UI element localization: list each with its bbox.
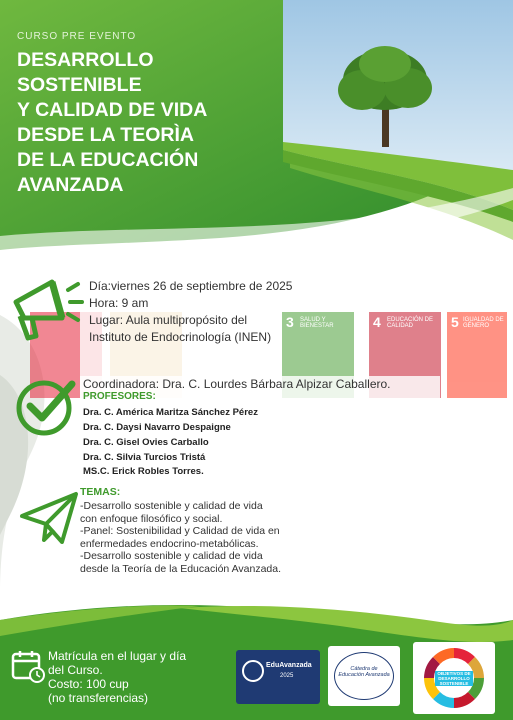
topic-line: enfermedades endocrino-metabólicas.	[80, 537, 259, 550]
topic-line: -Desarrollo sostenible y calidad de vida	[80, 550, 263, 562]
professor-item: MS.C. Erick Robles Torres.	[83, 466, 204, 477]
topics-label: TEMAS:	[80, 486, 121, 498]
registration-info: Matrícula en el lugar y día del Curso. Costo: 100 cup (no transferencias)	[48, 649, 187, 705]
topic-line: desde la Teoría de la Educación Avanzada.	[80, 562, 282, 575]
coordinator: Coordinadora: Dra. C. Lourdes Bárbara Alpizar Caballero.	[83, 377, 391, 391]
sdg-tile-4: 4 EDUCACIÓN DE CALIDAD	[369, 312, 441, 398]
event-place-line2: Instituto de Endocrinología (INEN)	[89, 330, 272, 344]
event-time: Hora: 9 am	[89, 296, 149, 310]
topic-line: con enfoque filosófico y social.	[80, 512, 223, 525]
calendar-clock-icon	[10, 648, 46, 684]
topic-line: -Desarrollo sostenible y calidad de vida	[80, 500, 263, 512]
sdg-tile-3: 3 SALUD Y BIENESTAR	[282, 312, 354, 398]
professor-item: Dra. C. Daysi Navarro Despaigne	[83, 422, 231, 433]
ods-logo: OBJETIVOS DE DESARROLLO SOSTENIBLE	[413, 642, 495, 714]
event-date: Día:viernes 26 de septiembre de 2025	[89, 279, 293, 293]
eduavanzada-logo: EduAvanzada 2025	[236, 650, 320, 704]
topic-line: -Panel: Sostenibilidad y Calidad de vida en	[80, 525, 280, 537]
page-title: DESARROLLO SOSTENIBLE Y CALIDAD DE VIDA DESDE LA TEORÌA DE LA EDUCACIÓN AVANZADA	[17, 49, 208, 196]
catedra-logo: Cátedra de Educación Avanzada	[328, 646, 400, 706]
check-circle-icon	[14, 374, 78, 438]
eduavanzada-emblem	[242, 660, 264, 682]
topics-list	[80, 500, 281, 575]
professors-label: PROFESORES:	[83, 391, 156, 402]
event-place-line1: Lugar: Aula multipropósito del	[89, 313, 248, 327]
professor-item: Dra. C. América Maritza Sánchez Pérez	[83, 407, 258, 418]
event-kicker: CURSO PRE EVENTO	[17, 31, 137, 42]
paper-plane-icon	[18, 490, 80, 546]
professor-item: Dra. C. Gisel Ovies Carballo	[83, 437, 209, 448]
megaphone-icon	[6, 272, 84, 344]
sdg-tile-5: 5 IGUALDAD DE GÉNERO	[447, 312, 507, 398]
professor-item: Dra. C. Silvia Turcios Tristá	[83, 452, 206, 463]
